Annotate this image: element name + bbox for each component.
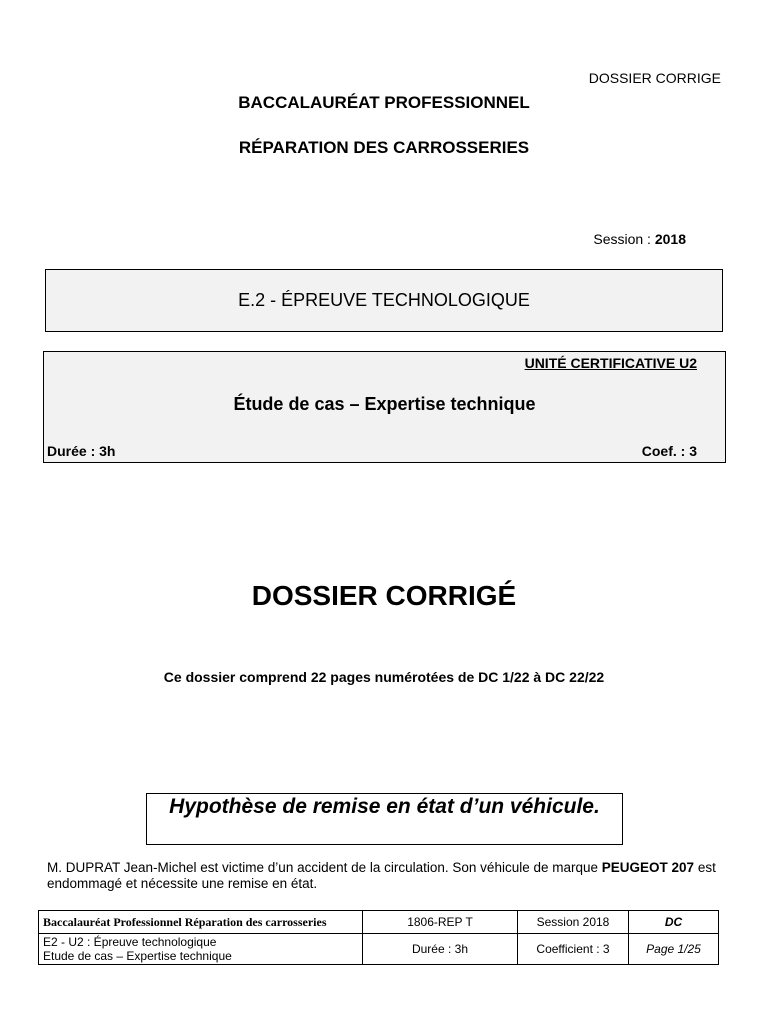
unit-subtitle: Étude de cas – Expertise technique <box>233 394 536 414</box>
session-line <box>500 231 686 247</box>
unit-duree: Durée : 3h <box>47 443 116 459</box>
epreuve-title: E.2 - ÉPREUVE TECHNOLOGIQUE <box>238 290 530 310</box>
footer-epreuve-line2: Etude de cas – Expertise technique <box>43 949 232 963</box>
case-paragraph <box>47 860 717 892</box>
unit-label: UNITÉ CERTIFICATIVE U2 <box>524 355 697 371</box>
epreuve-box <box>45 269 723 332</box>
footer-epreuve <box>39 934 363 965</box>
page-title: DOSSIER CORRIGÉ <box>251 580 517 611</box>
unit-box <box>43 351 726 463</box>
footer-dc: DC <box>629 911 719 934</box>
footer-code: 1806-REP T <box>363 911 518 934</box>
hypothesis-title: Hypothèse de remise en état d’un véhicule. <box>169 795 600 818</box>
dossier-corrige-tag: DOSSIER CORRIGE <box>588 70 721 86</box>
footer-row <box>39 911 719 934</box>
footer-epreuve-line1: E2 - U2 : Épreuve technologique <box>43 935 217 949</box>
document-subtitle: RÉPARATION DES CARROSSERIES <box>238 138 530 157</box>
session-label: Session : <box>593 231 655 247</box>
footer-table <box>38 910 719 965</box>
dossier-description: Ce dossier comprend 22 pages numérotées de DC 1/22 à DC 22/22 <box>163 669 605 685</box>
unit-coef: Coef. : 3 <box>641 443 697 459</box>
session-year: 2018 <box>654 231 686 247</box>
footer-page-number: Page 1/25 <box>629 934 719 965</box>
footer-session: Session 2018 <box>518 911 629 934</box>
hypothesis-box <box>146 793 623 845</box>
footer-duree: Durée : 3h <box>363 934 518 965</box>
footer-exam-name: Baccalauréat Professionnel Réparation des carrosseries <box>39 911 363 934</box>
document-title: BACCALAURÉAT PROFESSIONNEL <box>238 93 530 112</box>
footer-coefficient: Coefficient : 3 <box>518 934 629 965</box>
paragraph-text-2: est endommagé et nécessite une remise en état. <box>47 860 716 891</box>
footer-row <box>39 934 719 965</box>
paragraph-text-1: M. DUPRAT Jean-Michel est victime d’un accident de la circulation. Son véhicule de marque <box>47 860 602 875</box>
vehicle-model: PEUGEOT 207 <box>601 860 695 875</box>
